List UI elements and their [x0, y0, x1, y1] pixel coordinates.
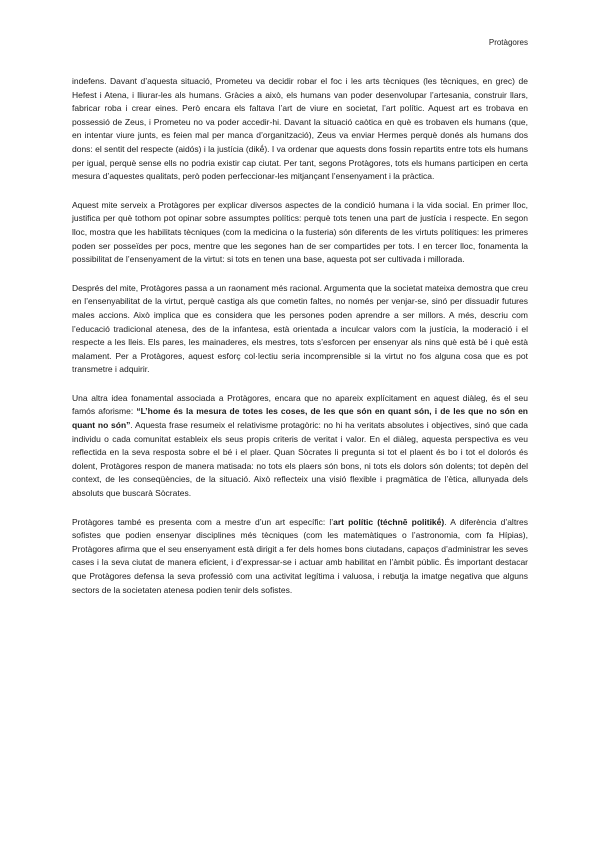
document-body: [72, 75, 528, 612]
political-art-term: art polític (téchnē politikḗ): [333, 516, 445, 527]
paragraph-text: . A diferència d’altres sofistes que podien ensenyar disciplines més tècniques (com les matemàtiques o l’astronomia, com fa Hípias), Protàgores afirma que el seu ensenyament està dirigit a fer dels homes bons ciutadans, capaços d’administrar les seves cases i la seva ciutat de manera eficient, i d’expressar-se i actuar amb habilitat en l’àmbit públic. És important destacar que Protàgores defensa la seva professió com una activitat legítima i valuosa, i rebutja la imatge negativa que alguns sectors de la societaten atenesa podien tenir dels sofistes.: [72, 516, 528, 595]
paragraph-homo-mensura: [72, 392, 528, 501]
paragraph-text: . Aquesta frase resumeix el relativisme protagòric: no hi ha veritats absolutes i objectives, sinó que cada individu o cada comunitat estableix els seus propis criteris de veritat i valor. En el diàleg, aquesta perspectiva es veu reflectida en la seva resposta sobre el bé i el plaer. Quan Sòcrates li pregunta si tot el plaent és bo i tot el dolorós és dolent, Protàgores respon de manera matisada: no tots els plaers són bons, ni tots els dolors són dolents; tot depèn del context, de les conseqüències, de la situació. Això reflecteix una visió flexible i pragmàtica de l’ètica, allunyada dels absoluts que buscarà Sòcrates.: [72, 420, 528, 499]
aphorism-quote: “L’home és la mesura de totes les coses, de les que són en quant són, i de les que no són en quant no són”: [72, 406, 529, 431]
running-header: Protàgores: [488, 38, 528, 47]
paragraph-text: Protàgores també es presenta com a mestre d’un art específic: l’: [72, 516, 334, 527]
paragraph-rational-argument: Després del mite, Protàgores passa a un raonament més racional. Argumenta que la societat mateixa demostra que creu en l’ensenyabilitat de la virtut, perquè castiga als que cometin faltes, no només per venjar-se, sinó per dissuadir futures males accions. Això implica que es considera que les persones poden aprendre a ser millors. A més, descriu com l’educació tradicional atenesa, des de la infantesa, està orientada a inculcar valors com la justícia, la moderació i el respecte a les lleis. Els pares, les mainaderes, els mestres, tots s’esforcen per ensenyar als nins què està bé i què està malament. Per a Protàgores, aquest esforç col·lectiu seria incomprensible si la virtut no fos alguna cosa que es pot transmetre i adquirir.: [72, 282, 528, 375]
paragraph-text: Una altra idea fonamental associada a Protàgores, encara que no apareix explícitament en aquest diàleg, és el seu famós aforisme:: [72, 392, 528, 417]
paragraph-political-art: [72, 516, 528, 598]
paragraph-myth-continuation: indefens. Davant d’aquesta situació, Prometeu va decidir robar el foc i les arts tècniques (les tècniques, en grec) de Hefest i Atena, i lliurar-les als humans. Gràcies a això, els humans van poder desenvolupar l’artesania, construir llars, fabricar roba i crear eines. Però encara els faltava l’art de viure en societat, l’art polític. Aquest art es trobava en possessió de Zeus, i Prometeu no va poder accedir-hi. Davant la situació caòtica en què es trobaven els humans (que, en intentar viure junts, es feien mal per manca d’organització), Zeus va enviar Hermes perquè donés als humans dos dons: el sentit del respecte (aidós) i la justícia (dikḗ). I va ordenar que aquests dons fossin repartits entre tots els humans per igual, perquè sense ells no podria existir cap ciutat. Per tant, segons Protàgores, tots els humans participen en certa mesura d’aquestes qualitats, però poden perfeccionar-les mitjançant l’ensenyament i la pràctica.: [72, 76, 528, 182]
paragraph-myth-purpose: Aquest mite serveix a Protàgores per explicar diversos aspectes de la condició humana i la vida social. En primer lloc, justifica per què tothom pot opinar sobre assumptes polítics: perquè tots tenen una part de justícia i respecte. En segon lloc, mostra que les habilitats tècniques (com la medicina o la fusteria) són diferents de les virtuts polítiques: les primeres poden ser posseïdes per pocs, mentre que les segones han de ser compartides per tots. I en tercer lloc, fonamenta la possibilitat de l’ensenyament de la virtut: si tots en tenen una base, aquesta pot ser cultivada i millorada.: [72, 199, 528, 265]
